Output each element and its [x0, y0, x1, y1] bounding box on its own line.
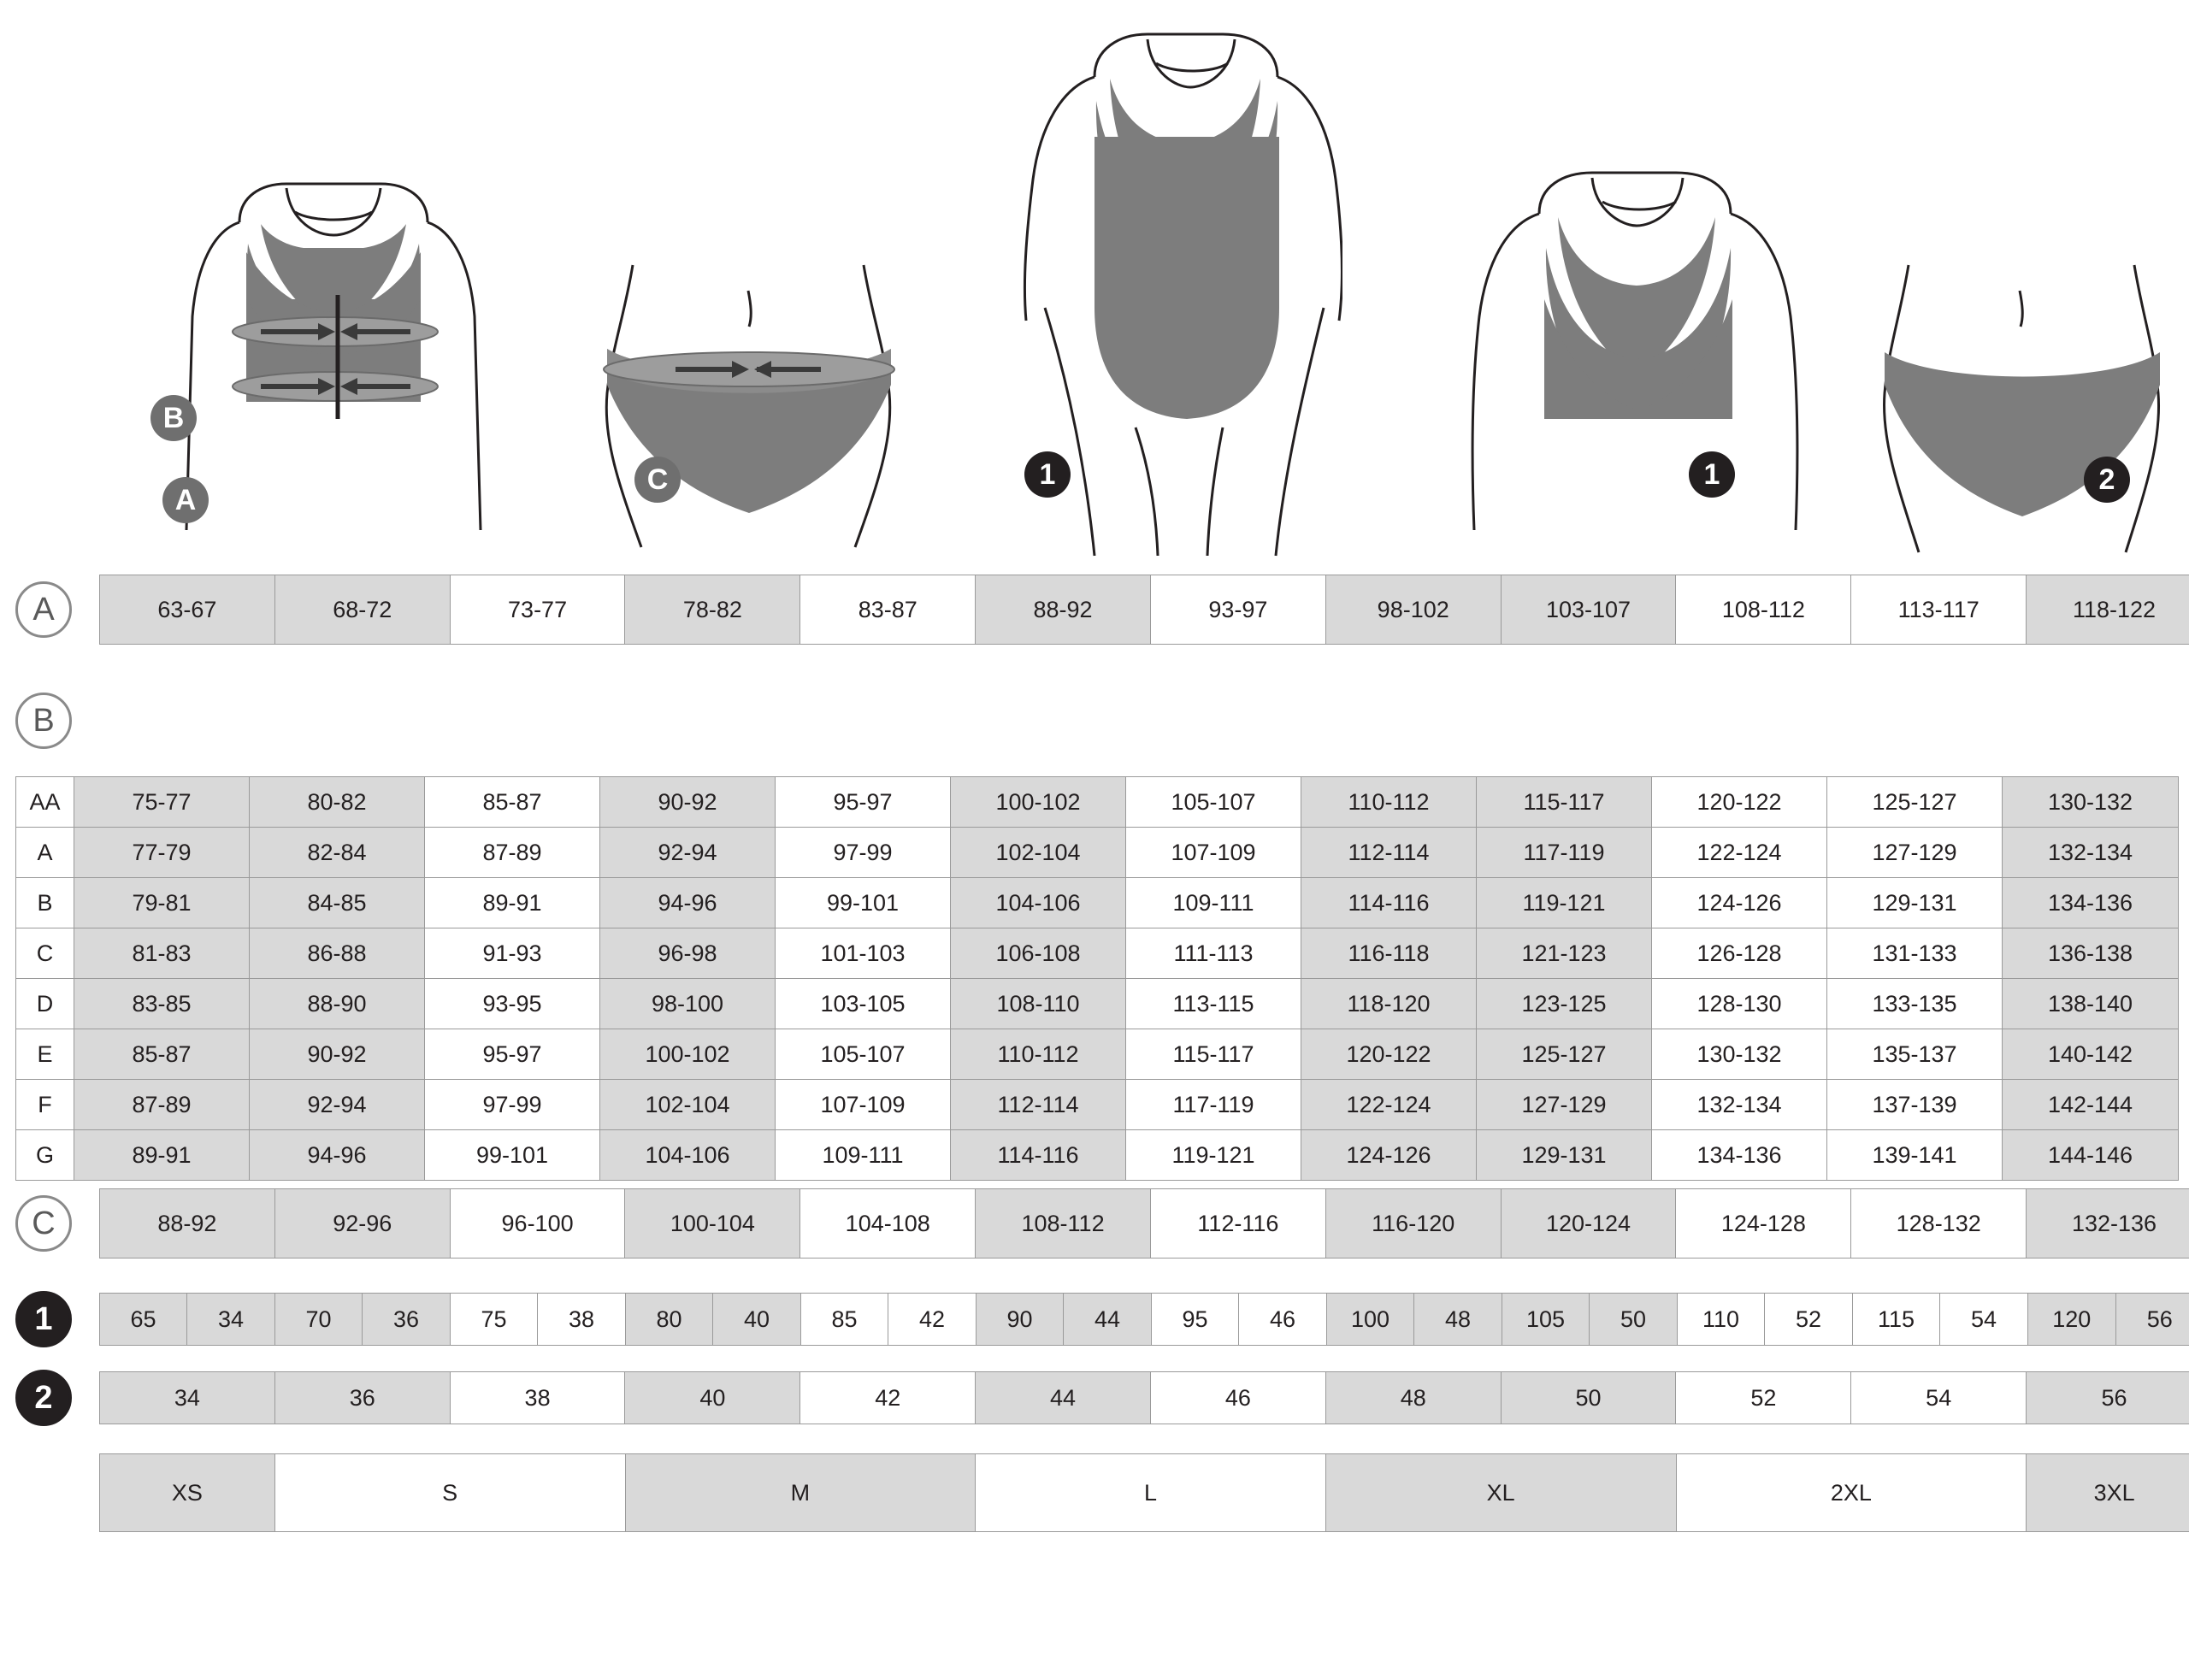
matrix-cell: 121-123 [1477, 928, 1652, 978]
matrix-cell: 87-89 [74, 1080, 250, 1129]
row-1-pair [451, 1294, 626, 1345]
row-1-pair [275, 1294, 451, 1345]
matrix-cell: 115-117 [1477, 777, 1652, 827]
matrix-cell: 142-144 [2003, 1080, 2178, 1129]
row-2 [15, 1370, 2189, 1426]
matrix-cell: 100-102 [600, 1029, 776, 1079]
matrix-cell: 95-97 [425, 1029, 600, 1079]
matrix-cell: 129-131 [1827, 878, 2003, 928]
matrix-cell: 117-119 [1477, 828, 1652, 877]
matrix-cell: 129-131 [1477, 1130, 1652, 1180]
matrix-cell: 133-135 [1827, 979, 2003, 1029]
letter-size-cell: S [275, 1454, 626, 1531]
illustration-band [0, 0, 2189, 564]
badge-A: A [162, 477, 209, 523]
row-1-band-size: 90 [976, 1294, 1064, 1345]
matrix-cell: 97-99 [425, 1080, 600, 1129]
matrix-cell: 135-137 [1827, 1029, 2003, 1079]
matrix-cell: 122-124 [1301, 1080, 1477, 1129]
matrix-cell: 77-79 [74, 828, 250, 877]
badge-2: 2 [2084, 457, 2130, 503]
row-letter-sizes [15, 1453, 2189, 1532]
matrix-cell: 81-83 [74, 928, 250, 978]
figure-briefs [1864, 256, 2180, 564]
row-2-cell: 38 [451, 1372, 626, 1424]
matrix-cell: 102-104 [951, 828, 1126, 877]
row-2-cell: 34 [100, 1372, 275, 1424]
row-1-pair [626, 1294, 801, 1345]
row-C-cell: 100-104 [625, 1189, 800, 1258]
matrix-cell: 95-97 [776, 777, 951, 827]
matrix-cell: 94-96 [250, 1130, 425, 1180]
matrix-cell: 140-142 [2003, 1029, 2178, 1079]
row-A-cell: 103-107 [1502, 575, 1677, 644]
badge-1-left: 1 [1024, 451, 1071, 498]
matrix-cell: 127-129 [1477, 1080, 1652, 1129]
matrix-cell: 137-139 [1827, 1080, 2003, 1129]
row-C-cell: 132-136 [2027, 1189, 2189, 1258]
matrix-cell: 102-104 [600, 1080, 776, 1129]
row-1-band-size: 100 [1327, 1294, 1414, 1345]
row-1-eu-size: 48 [1414, 1294, 1502, 1345]
figure-hip-measure [581, 256, 923, 564]
matrix-cell: 128-130 [1652, 979, 1827, 1029]
matrix-cell: 82-84 [250, 828, 425, 877]
matrix-cell: 84-85 [250, 878, 425, 928]
row-2-cell: 48 [1326, 1372, 1502, 1424]
row-C-cell: 124-128 [1676, 1189, 1851, 1258]
row-1-label: 1 [15, 1291, 72, 1347]
matrix-cell: 100-102 [951, 777, 1126, 827]
row-2-cell: 54 [1851, 1372, 2027, 1424]
matrix-cell: 136-138 [2003, 928, 2178, 978]
matrix-cell: 85-87 [425, 777, 600, 827]
matrix-row [16, 1130, 2178, 1180]
matrix-cell: 94-96 [600, 878, 776, 928]
badge-1-right: 1 [1689, 451, 1735, 498]
row-1-pair [2028, 1294, 2189, 1345]
row-A-cell: 88-92 [976, 575, 1151, 644]
row-1-band-size: 80 [626, 1294, 713, 1345]
row-C-cell: 104-108 [800, 1189, 976, 1258]
letter-size-cell: XL [1326, 1454, 1677, 1531]
row-1-eu-size: 40 [713, 1294, 800, 1345]
row-1-band-size: 120 [2028, 1294, 2116, 1345]
row-1-eu-size: 50 [1590, 1294, 1677, 1345]
matrix-cell: 130-132 [1652, 1029, 1827, 1079]
matrix-cell: 115-117 [1126, 1029, 1301, 1079]
row-A-cells [99, 575, 2189, 645]
row-1-pair [976, 1294, 1152, 1345]
matrix-cell: 96-98 [600, 928, 776, 978]
matrix-cell: 114-116 [951, 1130, 1126, 1180]
matrix-cell: 89-91 [74, 1130, 250, 1180]
row-letter-sizes-label-spacer [15, 1465, 72, 1521]
row-2-cell: 40 [625, 1372, 800, 1424]
matrix-cell: 134-136 [1652, 1130, 1827, 1180]
matrix-cell: 91-93 [425, 928, 600, 978]
matrix-cell: 111-113 [1126, 928, 1301, 978]
row-1-pair [100, 1294, 275, 1345]
cup-label: B [16, 878, 74, 928]
matrix-cell: 144-146 [2003, 1130, 2178, 1180]
row-2-cell: 42 [800, 1372, 976, 1424]
matrix-cell: 107-109 [1126, 828, 1301, 877]
row-1-eu-size: 42 [918, 1306, 946, 1332]
badge-B: B [150, 395, 197, 441]
row-1-eu-size: 52 [1795, 1306, 1822, 1332]
row-1-cells [99, 1293, 2189, 1346]
matrix-cell: 132-134 [1652, 1080, 1827, 1129]
matrix-cell: 89-91 [425, 878, 600, 928]
matrix-cell: 88-90 [250, 979, 425, 1029]
matrix-cell: 79-81 [74, 878, 250, 928]
row-C-cell: 128-132 [1851, 1189, 2027, 1258]
cup-label: E [16, 1029, 74, 1079]
row-A-cell: 78-82 [625, 575, 800, 644]
row-A-cell: 73-77 [451, 575, 626, 644]
letter-size-cell: L [976, 1454, 1326, 1531]
row-A-cell: 83-87 [800, 575, 976, 644]
matrix-row [16, 979, 2178, 1029]
row-2-label: 2 [15, 1370, 72, 1426]
matrix-cell: 114-116 [1301, 878, 1477, 928]
row-1-eu-size: 56 [2116, 1294, 2189, 1345]
matrix-cell: 80-82 [250, 777, 425, 827]
matrix-cell: 138-140 [2003, 979, 2178, 1029]
cup-label: D [16, 979, 74, 1029]
cup-label: G [16, 1130, 74, 1180]
matrix-cell: 132-134 [2003, 828, 2178, 877]
matrix-cell: 99-101 [425, 1130, 600, 1180]
matrix-cell: 106-108 [951, 928, 1126, 978]
matrix-row [16, 928, 2178, 979]
matrix-cell: 75-77 [74, 777, 250, 827]
matrix-cell: 134-136 [2003, 878, 2178, 928]
row-2-cell: 36 [275, 1372, 451, 1424]
matrix-cell: 110-112 [951, 1029, 1126, 1079]
row-C-label: C [15, 1195, 72, 1252]
matrix-cell: 120-122 [1652, 777, 1827, 827]
matrix-cell: 112-114 [951, 1080, 1126, 1129]
row-1-band-size: 110 [1678, 1294, 1765, 1345]
row-A-cell: 93-97 [1151, 575, 1326, 644]
cup-label: F [16, 1080, 74, 1129]
row-C [15, 1188, 2189, 1259]
matrix-cell: 105-107 [1126, 777, 1301, 827]
matrix-cell: 103-105 [776, 979, 951, 1029]
row-C-cells [99, 1188, 2189, 1259]
row-letter-sizes-cells [99, 1453, 2189, 1532]
matrix-row [16, 1029, 2178, 1080]
figure-one-piece [966, 26, 1342, 564]
row-C-cell: 112-116 [1151, 1189, 1326, 1258]
matrix-cell: 93-95 [425, 979, 600, 1029]
matrix-cell: 124-126 [1652, 878, 1827, 928]
cup-label: AA [16, 777, 74, 827]
matrix-cell: 105-107 [776, 1029, 951, 1079]
row-1-pair [801, 1294, 976, 1345]
matrix-cell: 123-125 [1477, 979, 1652, 1029]
matrix-cell: 130-132 [2003, 777, 2178, 827]
row-1-band-size: 75 [451, 1294, 538, 1345]
matrix-cell: 98-100 [600, 979, 776, 1029]
row-1-eu-size: 38 [568, 1306, 595, 1332]
matrix-cell: 92-94 [600, 828, 776, 877]
row-1-pair [1152, 1294, 1327, 1345]
row-1-eu-size: 36 [363, 1294, 450, 1345]
row-1-band-size: 65 [100, 1294, 187, 1345]
row-A-cell: 118-122 [2027, 575, 2189, 644]
row-2-cell: 44 [976, 1372, 1151, 1424]
row-1-band-size: 105 [1502, 1294, 1590, 1345]
matrix-row [16, 777, 2178, 828]
row-1-eu-size: 54 [1970, 1306, 1997, 1332]
row-C-cell: 120-124 [1502, 1189, 1677, 1258]
matrix-cell: 104-106 [600, 1130, 776, 1180]
row-1-pair [1678, 1294, 1853, 1345]
matrix-row [16, 828, 2178, 878]
row-C-cell: 96-100 [451, 1189, 626, 1258]
matrix-cell: 83-85 [74, 979, 250, 1029]
row-B-label: B [15, 693, 72, 749]
cup-label: C [16, 928, 74, 978]
matrix-cell: 124-126 [1301, 1130, 1477, 1180]
row-A-cell: 68-72 [275, 575, 451, 644]
row-A [15, 575, 2189, 645]
matrix-cell: 131-133 [1827, 928, 2003, 978]
row-A-cell: 98-102 [1326, 575, 1502, 644]
matrix-cell: 90-92 [250, 1029, 425, 1079]
row-1-band-size: 115 [1853, 1294, 1940, 1345]
row-1-band-size: 70 [275, 1294, 363, 1345]
row-A-cell: 113-117 [1851, 575, 2027, 644]
matrix-cell: 87-89 [425, 828, 600, 877]
matrix-cell: 120-122 [1301, 1029, 1477, 1079]
matrix-cell: 113-115 [1126, 979, 1301, 1029]
row-2-cell: 46 [1151, 1372, 1326, 1424]
matrix-cell: 126-128 [1652, 928, 1827, 978]
matrix-cell: 119-121 [1126, 1130, 1301, 1180]
matrix-cell: 125-127 [1477, 1029, 1652, 1079]
row-1-pair [1502, 1294, 1678, 1345]
letter-size-cell: 3XL [2027, 1454, 2189, 1531]
row-1-pair [1327, 1294, 1502, 1345]
matrix-cell: 99-101 [776, 878, 951, 928]
matrix-cell: 85-87 [74, 1029, 250, 1079]
row-C-cell: 88-92 [100, 1189, 275, 1258]
matrix-cell: 119-121 [1477, 878, 1652, 928]
row-1-band-size: 95 [1152, 1294, 1239, 1345]
matrix-cell: 110-112 [1301, 777, 1477, 827]
row-1-pair [1853, 1294, 2028, 1345]
matrix-cell: 104-106 [951, 878, 1126, 928]
row-C-cell: 92-96 [275, 1189, 451, 1258]
matrix-cell: 116-118 [1301, 928, 1477, 978]
matrix-cell: 92-94 [250, 1080, 425, 1129]
matrix-cell: 122-124 [1652, 828, 1827, 877]
row-1-eu-size: 46 [1269, 1306, 1296, 1332]
row-A-label: A [15, 581, 72, 638]
matrix-cell: 90-92 [600, 777, 776, 827]
letter-size-cell: 2XL [1677, 1454, 2027, 1531]
cup-label: A [16, 828, 74, 877]
row-1-band-size: 85 [801, 1294, 888, 1345]
matrix-cell: 109-111 [776, 1130, 951, 1180]
matrix-cell: 125-127 [1827, 777, 2003, 827]
matrix-cell: 97-99 [776, 828, 951, 877]
row-A-cell: 63-67 [100, 575, 275, 644]
matrix-cell: 101-103 [776, 928, 951, 978]
row-1-eu-size: 44 [1064, 1294, 1151, 1345]
row-C-cell: 116-120 [1326, 1189, 1502, 1258]
matrix-cell: 117-119 [1126, 1080, 1301, 1129]
row-2-cell: 50 [1502, 1372, 1677, 1424]
badge-C: C [634, 457, 681, 503]
matrix-row [16, 1080, 2178, 1130]
matrix-cell: 139-141 [1827, 1130, 2003, 1180]
letter-size-cell: XS [100, 1454, 275, 1531]
matrix-cell: 109-111 [1126, 878, 1301, 928]
row-1 [15, 1291, 2189, 1347]
row-2-cell: 52 [1676, 1372, 1851, 1424]
matrix-cell: 108-110 [951, 979, 1126, 1029]
row-1-eu-size: 34 [187, 1294, 274, 1345]
row-2-cells [99, 1371, 2189, 1424]
matrix-cell: 107-109 [776, 1080, 951, 1129]
matrix-cell: 118-120 [1301, 979, 1477, 1029]
row-A-cell: 108-112 [1676, 575, 1851, 644]
letter-size-cell: M [626, 1454, 976, 1531]
bust-cup-matrix [15, 776, 2179, 1181]
matrix-row [16, 878, 2178, 928]
matrix-cell: 112-114 [1301, 828, 1477, 877]
row-C-cell: 108-112 [976, 1189, 1151, 1258]
matrix-cell: 86-88 [250, 928, 425, 978]
row-2-cell: 56 [2027, 1372, 2189, 1424]
matrix-cell: 127-129 [1827, 828, 2003, 877]
figure-bra [1411, 162, 1821, 564]
